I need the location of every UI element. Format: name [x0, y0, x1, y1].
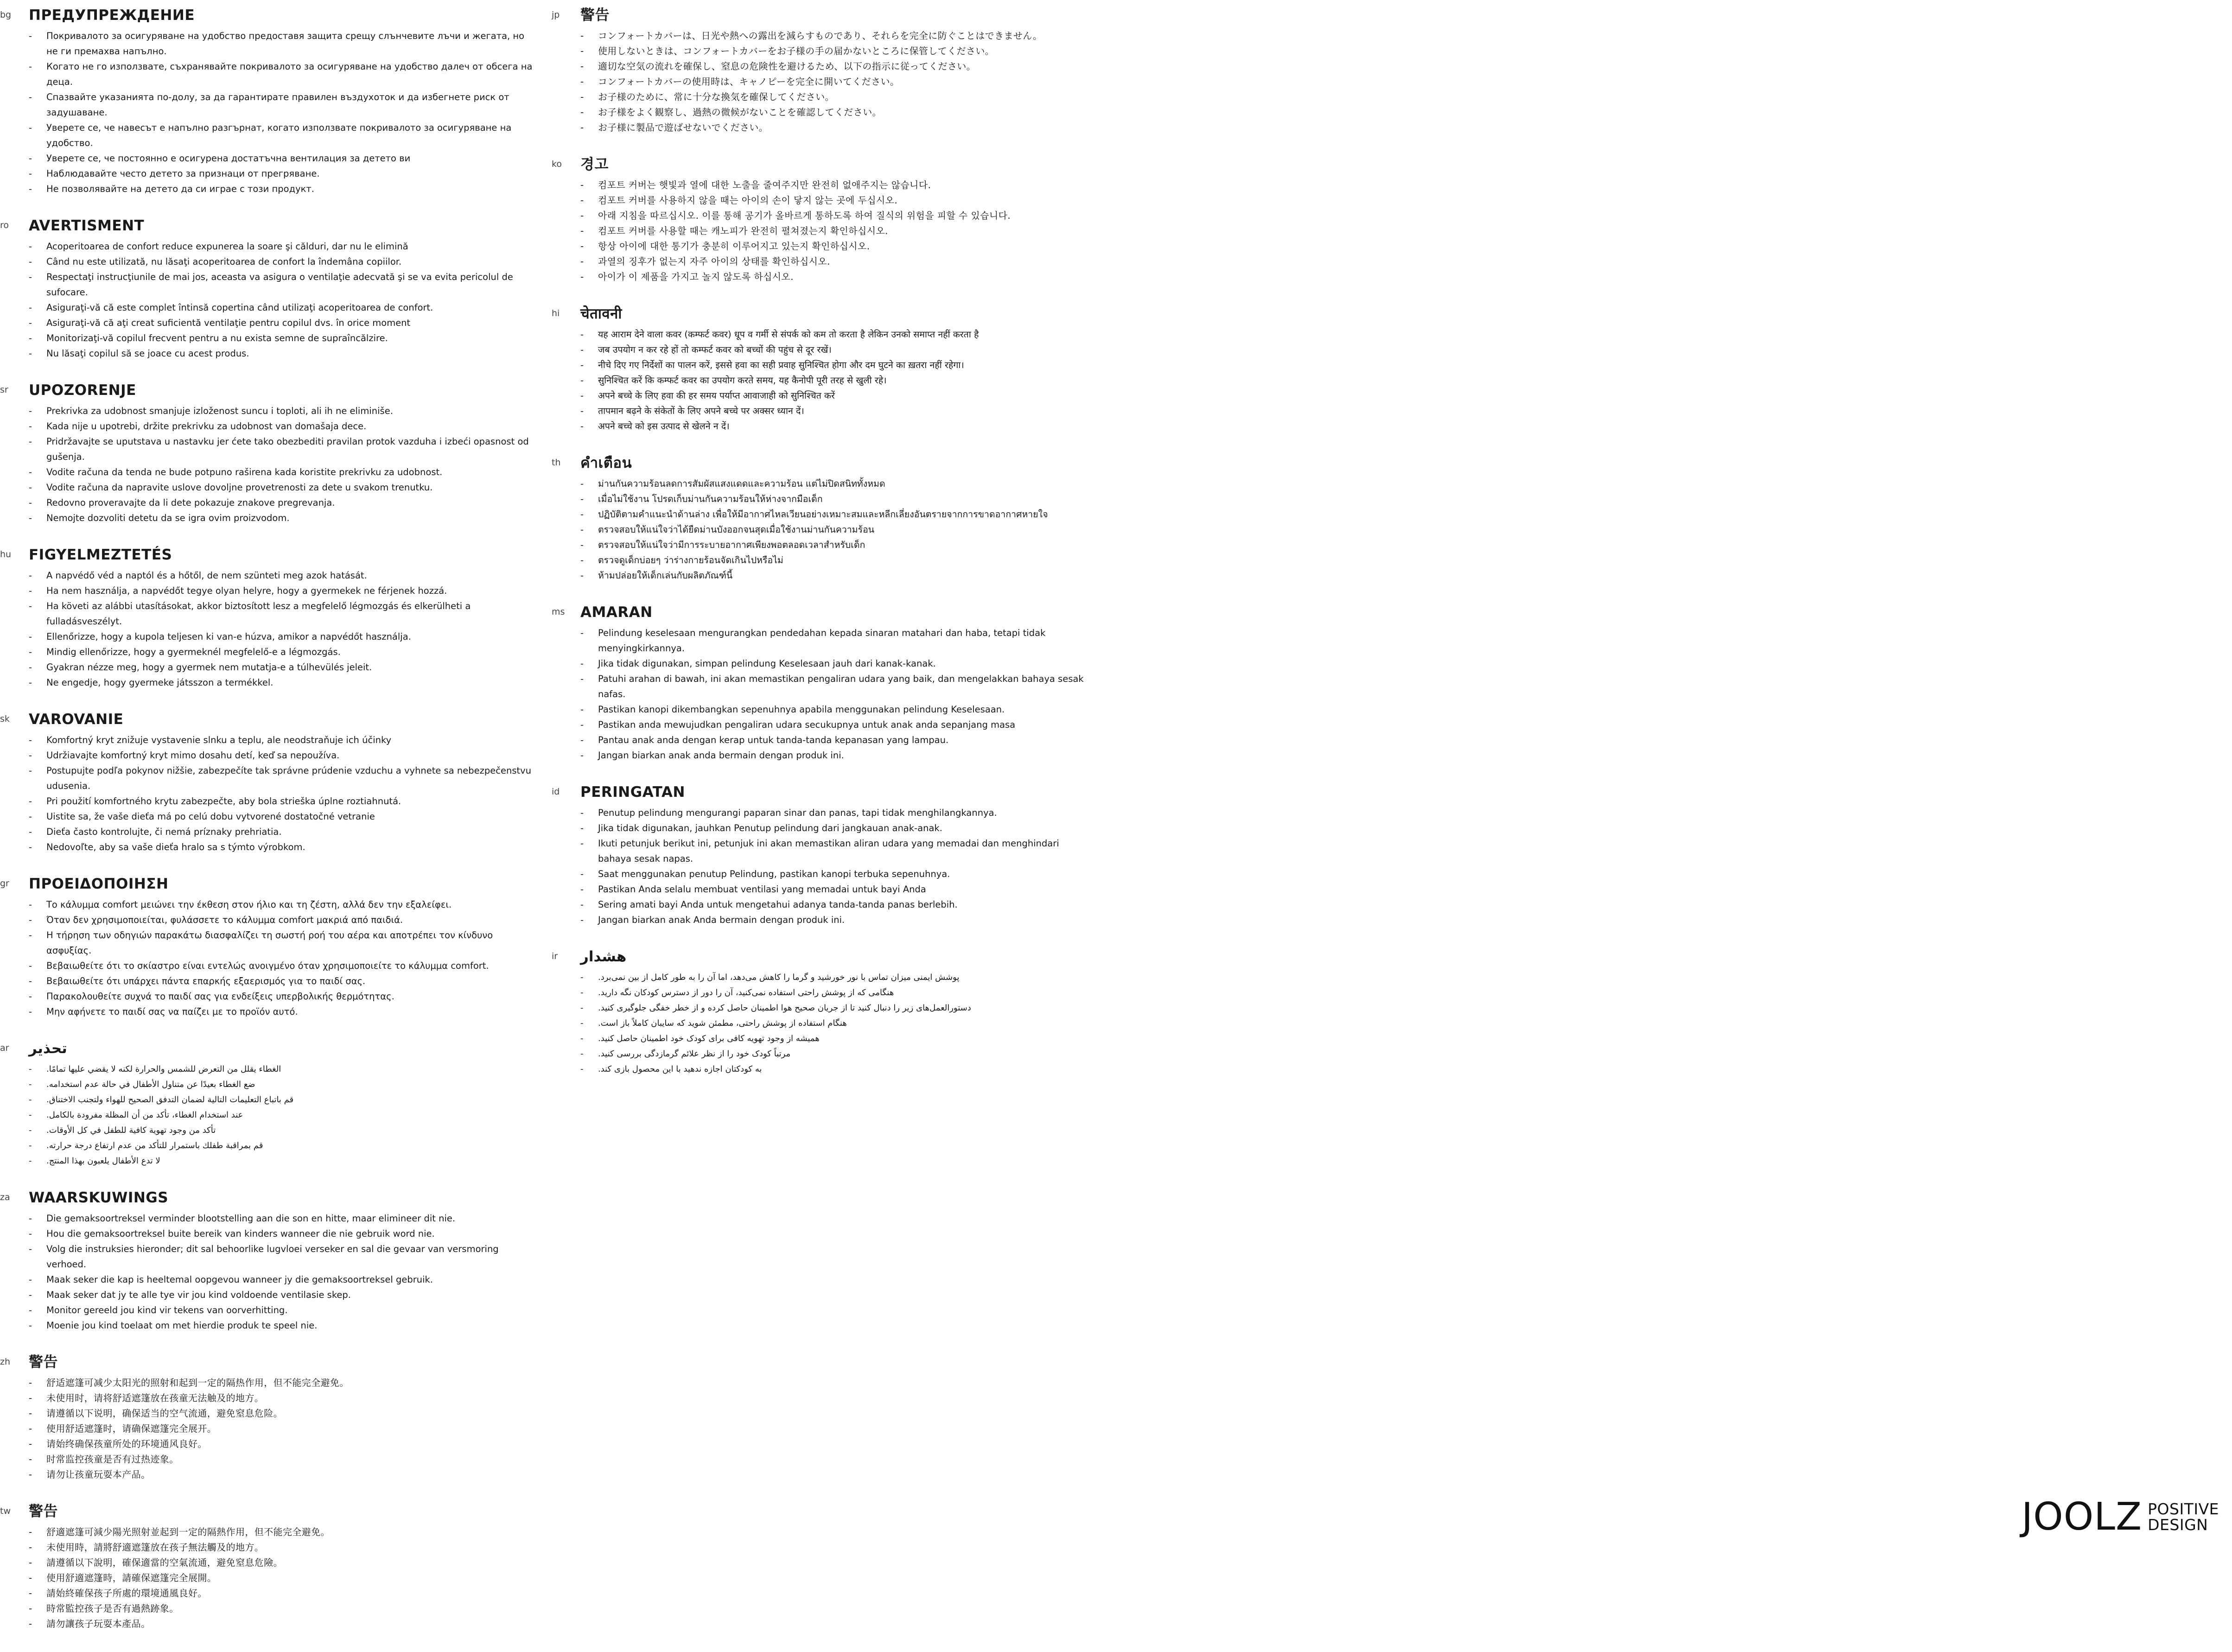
language-code: th — [552, 457, 561, 468]
warning-item: - Pantau anak anda dengan kerap untuk tanda-tanda kepanasan yang lampau. — [580, 732, 1089, 748]
warning-item: - Sering amati bayi Anda untuk mengetahui adanya tanda-tanda panas berlebih. — [580, 897, 1089, 912]
warning-item: - Nu lăsaţi copilul să se joace cu acest produs. — [29, 346, 538, 361]
warning-item: - Наблюдавайте често детето за признаци от прегряване. — [29, 166, 538, 181]
warning-item: - Nedovoľte, aby sa vaše dieťa hralo sa s týmto výrobkom. — [29, 839, 538, 855]
warning-item: - 아이가 이 제품을 가지고 놀지 않도록 하십시오. — [580, 269, 1089, 285]
warning-item: - 请始终确保孩童所处的环境通风良好。 — [29, 1436, 538, 1452]
warning-heading: ПРЕДУПРЕЖДЕНИЕ — [29, 7, 195, 24]
warning-item: - Monitorizaţi-vă copilul frecvent pentru a nu exista semne de supraîncălzire. — [29, 330, 538, 346]
warning-item: - Acoperitoarea de confort reduce expunerea la soare şi călduri, dar nu le elimină — [29, 239, 538, 254]
warning-list — [29, 1211, 538, 1333]
warning-item: - เมื่อไม่ใช้งาน โปรดเก็บม่านกันความร้อนให้ห่างจากมือเด็ก — [580, 491, 1089, 507]
warning-item: - ม่านกันความร้อนลดการสัมผัสแสงแดดและความร้อน แต่ไม่ปิดสนิททั้งหมด — [580, 476, 1089, 491]
warning-heading: UPOZORENJE — [29, 382, 136, 399]
warning-item: - अपने बच्चे को इस उत्पाद से खेलने न दें। — [580, 419, 1089, 434]
warning-item: - Pelindung keselesaan mengurangkan pendedahan kepada sinaran matahari dan haba, tetapi tidak menyingkirkannya. — [580, 625, 1089, 656]
warning-item: - Ellenőrizze, hogy a kupola teljesen ki van-e húzva, amikor a napvédőt használja. — [29, 629, 538, 644]
warning-item: - 舒適遮篷可減少陽光照射並起到一定的隔熱作用，但不能完全避免。 — [29, 1525, 538, 1540]
language-code: za — [0, 1192, 10, 1202]
brand-tagline-line-1: POSITIVE — [2148, 1500, 2219, 1518]
warning-item: - Pastikan Anda selalu membuat ventilasi yang memadai untuk bayi Anda — [580, 882, 1089, 897]
warning-item: - 아래 지침을 따르십시오. 이를 통해 공기가 올바르게 통하도록 하여 질식의 위험을 피할 수 있습니다. — [580, 208, 1089, 223]
warning-item: - Уверете се, че постоянно е осигурена достатъчна вентилация за детето ви — [29, 151, 538, 166]
warning-item: - Când nu este utilizată, nu lăsaţi acoperitoarea de confort la îndemâna copiilor. — [29, 254, 538, 269]
warning-list — [580, 476, 1089, 583]
warning-item: - 未使用时，请将舒适遮篷放在孩童无法触及的地方。 — [29, 1391, 538, 1406]
warning-list — [580, 28, 1089, 135]
warning-item: - ضع الغطاء بعيدًا عن متناول الأطفال في حالة عدم استخدامه. — [29, 1077, 538, 1092]
warning-section-ms — [552, 604, 1089, 763]
warning-item: - Asiguraţi-vă că este complet întinsă copertina când utilizaţi acoperitoarea de confort. — [29, 300, 538, 315]
warning-item: - Respectaţi instrucţiunile de mai jos, aceasta va asigura o ventilaţie adecvată şi se va evita pericolul de sufocare. — [29, 269, 538, 300]
warning-item: - Saat menggunakan penutup Pelindung, pastikan kanopi terbuka sepenuhnya. — [580, 866, 1089, 882]
warning-item: - Μην αφήνετε το παιδί σας να παίζει με το προϊόν αυτό. — [29, 1004, 538, 1019]
warning-item: - 未使用時，請將舒適遮篷放在孩子無法觸及的地方。 — [29, 1540, 538, 1555]
warning-item: - 请勿让孩童玩耍本产品。 — [29, 1467, 538, 1482]
brand-tagline — [2148, 1501, 2219, 1533]
warning-item: - Udržiavajte komfortný kryt mimo dosahu detí, keď sa nepoužíva. — [29, 748, 538, 763]
warning-list — [580, 625, 1089, 763]
language-code: id — [552, 787, 560, 797]
language-code: tw — [0, 1506, 11, 1516]
warning-item: - هنگامی که از پوشش راحتی استفاده نمی‌کنید، آن را دور از دسترس کودکان نگه دارید. — [580, 985, 1089, 1000]
warning-item: - ห้ามปล่อยให้เด็กเล่นกับผลิตภัณฑ์นี้ — [580, 568, 1089, 583]
warning-item: - عند استخدام الغطاء، تأكد من أن المظلة مفرودة بالكامل. — [29, 1107, 538, 1123]
warning-item: - Vodite računa da napravite uslove dovoljne provetrenosti za dete u svakom trenutku. — [29, 480, 538, 495]
warning-item: - Παρακολουθείτε συχνά το παιδί σας για ενδείξεις υπερβολικής θερμότητας. — [29, 989, 538, 1004]
warning-list — [29, 239, 538, 361]
warning-item: - Ha követi az alábbi utasításokat, akkor biztosított lesz a megfelelő légmozgás és elkerülheti a fulladásveszélyt. — [29, 598, 538, 629]
warning-item: - Hou die gemaksoortreksel buite bereik van kinders wanneer die nie gebruik word nie. — [29, 1226, 538, 1241]
warning-item: - Postupujte podľa pokynov nižšie, zabezpečíte tak správne prúdenie vzduchu a vyhnete sa nebezpečenstvu udusenia. — [29, 763, 538, 794]
warning-item: - Volg die instruksies hieronder; dit sal behoorlike lugvloei verseker en sal die gevaar van versmoring verhoed. — [29, 1241, 538, 1272]
warning-item: - 使用舒适遮篷时，请确保遮篷完全展开。 — [29, 1421, 538, 1436]
warning-item: - 컴포트 커버를 사용할 때는 캐노피가 완전히 펼쳐졌는지 확인하십시오. — [580, 223, 1089, 239]
warning-item: - Η τήρηση των οδηγιών παρακάτω διασφαλίζει τη σωστή ροή του αέρα και αποτρέπει τον κίνδυνο ασφυξίας. — [29, 928, 538, 958]
right-column — [552, 6, 1089, 1097]
warning-item: - Monitor gereeld jou kind vir tekens van oorverhitting. — [29, 1303, 538, 1318]
warning-item: - सुनिश्चित करें कि कम्फर्ट कवर का उपयोग करते समय, यह कैनोपी पूरी तरह से खुली रहे। — [580, 373, 1089, 388]
warning-section-gr — [0, 875, 538, 1019]
warning-item: - अपने बच्चे के लिए हवा की हर समय पर्याप्त आवाजाही को सुनिश्चित करें — [580, 388, 1089, 403]
warning-item: - Prekrivka za udobnost smanjuje izloženost suncu i toploti, ali ih ne eliminiše. — [29, 403, 538, 419]
language-code: sr — [0, 385, 8, 395]
warning-item: - 使用しないときは、コンフォートカバーをお子様の手の届かないところに保管してください。 — [580, 44, 1089, 59]
warning-item: - Βεβαιωθείτε ότι υπάρχει πάντα επαρκής εξαερισμός για το παιδί σας. — [29, 973, 538, 989]
warning-item: - जब उपयोग न कर रहे हों तो कम्फर्ट कवर को बच्चों की पहुंच से दूर रखें। — [580, 342, 1089, 357]
warning-item: - مرتباً کودک خود را از نظر علائم گرمازدگی بررسی کنید. — [580, 1046, 1089, 1061]
warning-item: - A napvédő véd a naptól és a hőtől, de nem szünteti meg azok hatását. — [29, 568, 538, 583]
warning-item: - Asiguraţi-vă că aţi creat suficientă ventilaţie pentru copilul dvs. în orice moment — [29, 315, 538, 330]
language-code: hi — [552, 308, 560, 318]
language-code: ir — [552, 951, 558, 961]
brand-tagline-line-2: DESIGN — [2148, 1516, 2208, 1534]
warning-heading: चेतावनी — [580, 305, 622, 322]
warning-item: - Maak seker dat jy te alle tye vir jou kind voldoende ventilasie skep. — [29, 1287, 538, 1303]
warning-item: - Redovno proveravajte da li dete pokazuje znakove pregrevanja. — [29, 495, 538, 510]
warning-item: - コンフォートカバーの使用時は、キャノピーを完全に開いてください。 — [580, 74, 1089, 89]
warning-item: - 請始終確保孩子所處的環境通風良好。 — [29, 1586, 538, 1601]
warning-item: - Ne engedje, hogy gyermeke játsszon a termékkel. — [29, 675, 538, 690]
warning-item: - Mindig ellenőrizze, hogy a gyermeknél megfelelő-e a légmozgás. — [29, 644, 538, 660]
warning-item: - Jangan biarkan anak Anda bermain dengan produk ini. — [580, 912, 1089, 928]
warning-item: - コンフォートカバーは、日光や熱への露出を減らすものであり、それらを完全に防ぐことはできません。 — [580, 28, 1089, 44]
warning-section-id — [552, 783, 1089, 928]
language-code: hu — [0, 549, 12, 559]
warning-item: - Vodite računa da tenda ne bude potpuno raširena kada koristite prekrivku za udobnost. — [29, 464, 538, 480]
warning-section-bg — [0, 6, 538, 197]
warning-item: - پوشش ایمنی میزان تماس با نور خورشید و گرما را کاهش می‌دهد، اما آن را به طور کامل از بین نمی‌برد. — [580, 970, 1089, 985]
warning-item: - Ikuti petunjuk berikut ini, petunjuk ini akan memastikan aliran udara yang memadai dan menghindari bahaya sesak napas. — [580, 836, 1089, 866]
warning-item: - Penutup pelindung mengurangi paparan sinar dan panas, tapi tidak menghilangkannya. — [580, 805, 1089, 820]
warning-heading: 경고 — [580, 156, 609, 173]
warning-item: - 時常監控孩子是否有過熱跡象。 — [29, 1601, 538, 1616]
warning-item: - Pri použití komfortného krytu zabezpečte, aby bola strieška úplne roztiahnutá. — [29, 794, 538, 809]
warning-item: - ตรวจสอบให้แน่ใจว่ามีการระบายอากาศเพียงพอตลอดเวลาสำหรับเด็ก — [580, 537, 1089, 553]
warning-heading: AMARAN — [580, 604, 653, 621]
warning-list — [29, 1375, 538, 1482]
language-code: zh — [0, 1357, 11, 1367]
warning-item: - Jika tidak digunakan, simpan pelindung Keselesaan jauh dari kanak-kanak. — [580, 656, 1089, 671]
warning-item: - Όταν δεν χρησιμοποιείται, φυλάσσετε το κάλυμμα comfort μακριά από παιδιά. — [29, 912, 538, 928]
warning-item: - 과열의 징후가 없는지 자주 아이의 상태를 확인하십시오. — [580, 254, 1089, 269]
warning-item: - لا تدع الأطفال يلعبون بهذا المنتج. — [29, 1153, 538, 1169]
warning-section-tw — [0, 1503, 538, 1632]
warning-item: - Βεβαιωθείτε ότι το σκίαστρο είναι εντελώς ανοιγμένο όταν χρησιμοποιείτε το κάλυμμα comfort. — [29, 958, 538, 973]
warning-section-th — [552, 454, 1089, 583]
warning-heading: 警告 — [29, 1503, 58, 1520]
warning-heading: تحذير — [29, 1040, 67, 1057]
warning-item: - Jika tidak digunakan, jauhkan Penutup pelindung dari jangkauan anak-anak. — [580, 820, 1089, 836]
warning-item: - 請遵循以下說明，確保適當的空氣流通，避免窒息危險。 — [29, 1555, 538, 1570]
warning-heading: FIGYELMEZTETÉS — [29, 546, 172, 563]
warning-list — [29, 897, 538, 1019]
warning-item: - به کودکتان اجازه ندهید با این محصول بازی کند. — [580, 1061, 1089, 1077]
warning-item: - Уверете се, че навесът е напълно разгърнат, когато използвате покривалото за осигуряване на удобство. — [29, 120, 538, 151]
warning-item: - ตรวจสอบให้แน่ใจว่าได้ยืดม่านบังออกจนสุดเมื่อใช้งานม่านกันความร้อน — [580, 522, 1089, 537]
warning-section-sr — [0, 381, 538, 526]
warning-item: - Patuhi arahan di bawah, ini akan memastikan pengaliran udara yang baik, dan mengelakkan bahaya sesak nafas. — [580, 671, 1089, 702]
language-code: gr — [0, 878, 9, 889]
warning-item: - 請勿讓孩子玩耍本產品。 — [29, 1616, 538, 1632]
warning-item: - Dieťa často kontrolujte, či nemá príznaky prehriatia. — [29, 824, 538, 839]
warning-item: - 항상 아이에 대한 통기가 충분히 이루어지고 있는지 확인하십시오. — [580, 239, 1089, 254]
warning-heading: 警告 — [29, 1354, 58, 1371]
warning-section-hu — [0, 546, 538, 690]
warning-heading: PERINGATAN — [580, 784, 685, 801]
warning-item: - Jangan biarkan anak anda bermain dengan produk ini. — [580, 748, 1089, 763]
language-code: ar — [0, 1043, 9, 1053]
warning-heading: هشدار — [580, 948, 627, 965]
warning-heading: 警告 — [580, 7, 610, 24]
warning-heading: AVERTISMENT — [29, 217, 145, 234]
warning-item: - お子様のために、常に十分な換気を確保してください。 — [580, 89, 1089, 105]
warning-list — [29, 732, 538, 855]
warning-section-ar — [0, 1040, 538, 1169]
warning-item: - Pastikan anda mewujudkan pengaliran udara secukupnya untuk anak anda sepanjang masa — [580, 717, 1089, 732]
warning-section-ro — [0, 217, 538, 361]
warning-item: - الغطاء يقلل من التعرض للشمس والحرارة لكنه لا يقضي عليها تمامًا. — [29, 1061, 538, 1077]
warning-item: - 舒适遮篷可减少太阳光的照射和起到一定的隔热作用，但不能完全避免。 — [29, 1375, 538, 1391]
warning-heading: WAARSKUWINGS — [29, 1189, 169, 1206]
warning-list — [29, 1525, 538, 1632]
warning-section-hi — [552, 305, 1089, 434]
joolz-logo — [2021, 1495, 2219, 1539]
warning-item: - 请遵循以下说明，确保适当的空气流通，避免窒息危险。 — [29, 1406, 538, 1421]
warning-list — [580, 970, 1089, 1077]
warning-item: - お子様に製品で遊ばせないでください。 — [580, 120, 1089, 135]
left-column — [0, 6, 538, 1652]
warning-list — [29, 403, 538, 526]
warning-item: - Moenie jou kind toelaat om met hierdie produk te speel nie. — [29, 1318, 538, 1333]
warning-item: - همیشه از وجود تهویه کافی برای کودک خود اطمینان حاصل کنید. — [580, 1031, 1089, 1046]
language-code: ms — [552, 607, 565, 617]
warning-item: - お子様をよく観察し、過熱の微候がないことを確認してください。 — [580, 105, 1089, 120]
warning-item: - قم بمراقبة طفلك باستمرار للتأكد من عدم ارتفاع درجة حرارته. — [29, 1138, 538, 1153]
warning-section-za — [0, 1189, 538, 1333]
language-code: jp — [552, 10, 560, 20]
warning-item: - ปฏิบัติตามคำแนะนำด้านล่าง เพื่อให้มีอากาศไหลเวียนอย่างเหมาะสมและหลีกเลี่ยงอันตรายจากการขาดอากาศหายใจ — [580, 507, 1089, 522]
warning-heading: คำเตือน — [580, 455, 632, 471]
warning-item: - Покривалото за осигуряване на удобство предоставя защита срещу слънчевите лъчи и жегата, но не ги премахва напълно. — [29, 28, 538, 59]
warning-section-jp — [552, 6, 1089, 135]
warning-item: - Pastikan kanopi dikembangkan sepenuhnya apabila menggunakan pelindung Keselesaan. — [580, 702, 1089, 717]
warning-item: - Когато не го използвате, съхранявайте покривалото за осигуряване на удобство далеч от обсега на деца. — [29, 59, 538, 89]
brand-name: JOOLZ — [2021, 1495, 2143, 1539]
warning-heading: ΠΡΟΕΙΔΟΠΟΙΗΣΗ — [29, 876, 169, 892]
warning-item: - هنگام استفاده از پوشش راحتی، مطمئن شوید که سایبان کاملاً باز است. — [580, 1016, 1089, 1031]
warning-item: - Спазвайте указанията по-долу, за да гарантирате правилен въздухоток и да избегнете риск от задушаване. — [29, 89, 538, 120]
warning-item: - قم باتباع التعليمات التالية لضمان التدفق الصحيح للهواء ولتجنب الاختناق. — [29, 1092, 538, 1107]
warning-item: - 컴포트 커버를 사용하지 않을 때는 아이의 손이 닿지 않는 곳에 두십시오. — [580, 193, 1089, 208]
warning-item: - नीचे दिए गए निर्देशों का पालन करें, इससे हवा का सही प्रवाह सुनिश्चित होगा और दम घुटने का ख़तरा नहीं रहेगा। — [580, 357, 1089, 373]
warning-item: - यह आराम देने वाला कवर (कम्फर्ट कवर) धूप व गर्मी से संपर्क को कम तो करता है लेकिन उनको समाप्त नहीं करता है — [580, 327, 1089, 342]
warning-item: - Die gemaksoortreksel verminder blootstelling aan die son en hitte, maar elimineer dit nie. — [29, 1211, 538, 1226]
warning-item: - Maak seker die kap is heeltemal oopgevou wanneer jy die gemaksoortreksel gebruik. — [29, 1272, 538, 1287]
warning-list — [580, 327, 1089, 434]
warning-item: - 使用舒適遮篷時，請確保遮篷完全展開。 — [29, 1570, 538, 1586]
warning-item: - دستورالعمل‌های زیر را دنبال کنید تا از جریان صحیح هوا اطمینان حاصل کرده و از خطر خفگی جلوگیری کنید. — [580, 1000, 1089, 1016]
warning-item: - ตรวจดูเด็กบ่อยๆ ว่าร่างกายร้อนจัดเกินไปหรือไม่ — [580, 553, 1089, 568]
warning-list — [29, 568, 538, 690]
warning-list — [29, 1061, 538, 1169]
warning-section-ko — [552, 156, 1089, 285]
warning-section-ir — [552, 948, 1089, 1077]
warning-item: - तापमान बढ़ने के संकेतों के लिए अपने बच्चे पर अक्सर ध्यान दें। — [580, 403, 1089, 419]
warning-item: - Pridržavajte se uputstava u nastavku jer ćete tako obezbediti pravilan protok vazduha i izbeći opasnost od gušenja. — [29, 434, 538, 464]
warning-item: - Gyakran nézze meg, hogy a gyermek nem mutatja-e a túlhevülés jeleit. — [29, 660, 538, 675]
warning-item: - Не позволявайте на детето да си играе с този продукт. — [29, 181, 538, 197]
language-code: bg — [0, 10, 12, 20]
language-code: sk — [0, 714, 10, 724]
warning-section-sk — [0, 711, 538, 855]
warning-section-zh — [0, 1353, 538, 1482]
warning-item: - Komfortný kryt znižuje vystavenie slnku a teplu, ale neodstraňuje ich účinky — [29, 732, 538, 748]
warning-list — [29, 28, 538, 197]
warning-item: - 適切な空気の流れを確保し、窒息の危険性を避けるため、以下の指示に従ってください。 — [580, 59, 1089, 74]
warning-item: - Uistite sa, že vaše dieťa má po celú dobu vytvorené dostatočné vetranie — [29, 809, 538, 824]
warning-item: - Nemojte dozvoliti detetu da se igra ovim proizvodom. — [29, 510, 538, 526]
warning-item: - 时常监控孩童是否有过热迹象。 — [29, 1452, 538, 1467]
warning-list — [580, 178, 1089, 285]
language-code: ko — [552, 159, 562, 169]
warning-item: - Ha nem használja, a napvédőt tegye olyan helyre, hogy a gyermekek ne férjenek hozzá. — [29, 583, 538, 598]
warning-item: - تأكد من وجود تهوية كافية للطفل في كل الأوقات. — [29, 1123, 538, 1138]
warning-item: - Το κάλυμμα comfort μειώνει την έκθεση στον ήλιο και τη ζέστη, αλλά δεν την εξαλείφει. — [29, 897, 538, 912]
warning-list — [580, 805, 1089, 928]
language-code: ro — [0, 220, 9, 230]
warning-heading: VAROVANIE — [29, 711, 124, 728]
warning-item: - 컴포트 커버는 햇빛과 열에 대한 노출을 줄여주지만 완전히 없애주지는 않습니다. — [580, 178, 1089, 193]
warning-item: - Kada nije u upotrebi, držite prekrivku za udobnost van domašaja dece. — [29, 419, 538, 434]
